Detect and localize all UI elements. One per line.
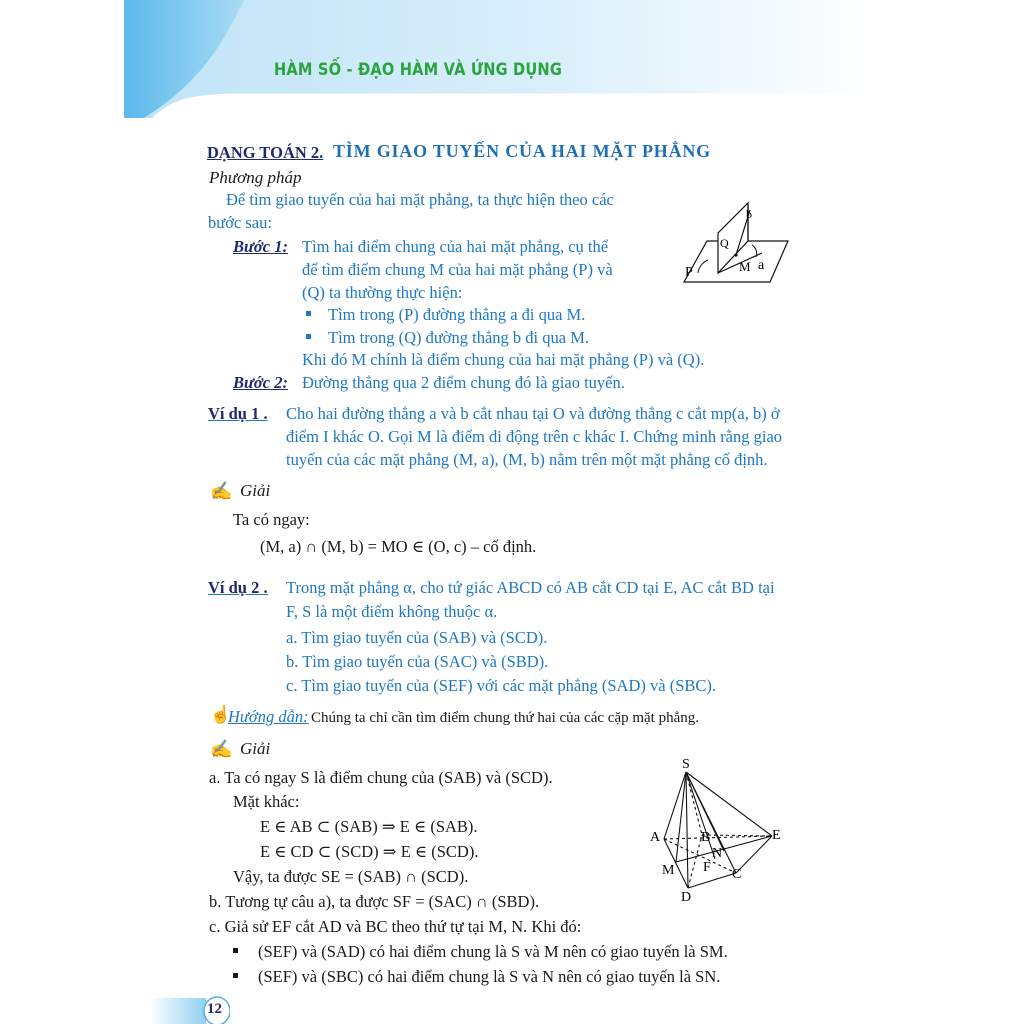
step1-bullet-1: Tìm trong (P) đường thẳng a đi qua M. [328, 305, 586, 324]
two-planes-figure [670, 195, 800, 285]
example2-item-c: c. Tìm giao tuyến của (SEF) với các mặt phẳng (SAD) và (SBC). [286, 676, 716, 695]
pyramid-figure [640, 755, 800, 905]
method-label: Phương pháp [209, 168, 302, 187]
example2-line-1: Trong mặt phẳng α, cho tứ giác ABCD có AB cắt CD tại E, AC cắt BD tại [286, 578, 775, 597]
hint-label: Hướng dẫn: [228, 707, 309, 726]
example2-item-b: b. Tìm giao tuyến của (SAC) và (SBD). [286, 652, 549, 671]
label-M: M [739, 259, 751, 274]
section-title: TÌM GIAO TUYẾN CỦA HAI MẶT PHẲNG [333, 141, 711, 161]
step1-bullet-2: Tìm trong (Q) đường thẳng b đi qua M. [328, 328, 590, 347]
sol-c-line-1: c. Giả sử EF cắt AD và BC theo thứ tự tại M, N. Khi đó: [209, 917, 582, 936]
label-D: D [681, 890, 692, 905]
label-F: F [703, 860, 711, 875]
example1-line-2: điểm I khác O. Gọi M là điểm di động trên c khác I. Chứng minh rằng giao [286, 427, 783, 446]
label-B: B [701, 830, 711, 845]
label-a: a [758, 258, 765, 273]
section-label: DẠNG TOÁN 2. [207, 143, 324, 162]
bullet-square [233, 973, 238, 978]
label-N: N [712, 846, 723, 861]
example1-line-1: Cho hai đường thẳng a và b cắt nhau tại O và đường thẳng c cắt mp(a, b) ở [286, 404, 780, 423]
example2-solution-label: Giải [240, 739, 271, 758]
pen-icon: ✍ [210, 481, 233, 501]
step1-label: Bước 1: [233, 237, 288, 256]
pen-icon: ✍ [210, 739, 233, 759]
step1-line-1: Tìm hai điểm chung của hai mặt phẳng, cụ thể [302, 237, 609, 256]
step2-text: Đường thẳng qua 2 điểm chung đó là giao tuyến. [302, 373, 625, 392]
example2-line-2: F, S là một điểm không thuộc α. [286, 602, 498, 621]
example1-solution-label: Giải [240, 481, 271, 500]
label-A: A [650, 830, 661, 845]
label-b: b [746, 207, 752, 221]
hint-text: Chúng ta chỉ cần tìm điểm chung thứ hai của các cặp mặt phẳng. [311, 710, 700, 726]
example1-label: Ví dụ 1 . [208, 404, 268, 423]
label-S: S [682, 757, 690, 772]
bullet-square [306, 311, 311, 316]
page-number: 12 [207, 1001, 222, 1017]
label-M: M [662, 863, 675, 878]
step1-line-2: để tìm điểm chung M của hai mặt phẳng (P) và [302, 260, 613, 279]
sol-c-bullet-2: (SEF) và (SBC) có hai điểm chung là S và N nên có giao tuyến là SN. [258, 967, 721, 986]
sol-a-line-2: Mặt khác: [233, 792, 300, 811]
header-band [124, 0, 1024, 118]
label-Q: Q [720, 236, 729, 250]
bullet-square [306, 334, 311, 339]
label-E: E [772, 828, 781, 843]
example2-label: Ví dụ 2 . [208, 578, 268, 597]
example1-line-3: tuyến của các mặt phẳng (M, a), (M, b) nằm trên một mặt phẳng cố định. [286, 450, 768, 469]
step2-label: Bước 2: [233, 373, 288, 392]
sol-a-line-4: E ∈ CD ⊂ (SCD) ⇒ E ∈ (SCD). [260, 842, 479, 861]
sol-b-line-1: b. Tương tự câu a), ta được SF = (SAC) ∩ (SBD). [209, 892, 540, 911]
sol-c-bullet-1: (SEF) và (SAD) có hai điểm chung là S và M nên có giao tuyến là SM. [258, 942, 728, 961]
pointing-hand-icon: ☝ [210, 705, 232, 724]
label-C: C [732, 867, 742, 882]
intro-line-1: Để tìm giao tuyến của hai mặt phẳng, ta thực hiện theo các [226, 190, 614, 209]
sol-a-line-3: E ∈ AB ⊂ (SAB) ⇒ E ∈ (SAB). [260, 817, 478, 836]
example2-item-a: a. Tìm giao tuyến của (SAB) và (SCD). [286, 628, 548, 647]
sol-a-line-1: a. Ta có ngay S là điểm chung của (SAB) và (SCD). [209, 768, 553, 787]
step1-line-4: Khi đó M chính là điểm chung của hai mặt phẳng (P) và (Q). [302, 350, 705, 369]
intro-line-2: bước sau: [208, 213, 272, 232]
bullet-square [233, 948, 238, 953]
sol-a-line-5: Vậy, ta được SE = (SAB) ∩ (SCD). [233, 867, 469, 886]
step1-line-3: (Q) ta thường thực hiện: [302, 283, 463, 302]
example1-sol-line-2: (M, a) ∩ (M, b) = MO ∈ (O, c) – cố định. [260, 537, 537, 556]
label-P: P [685, 265, 693, 280]
example1-sol-line-1: Ta có ngay: [233, 510, 310, 529]
chapter-title: HÀM SỐ - ĐẠO HÀM VÀ ỨNG DỤNG [274, 60, 563, 80]
